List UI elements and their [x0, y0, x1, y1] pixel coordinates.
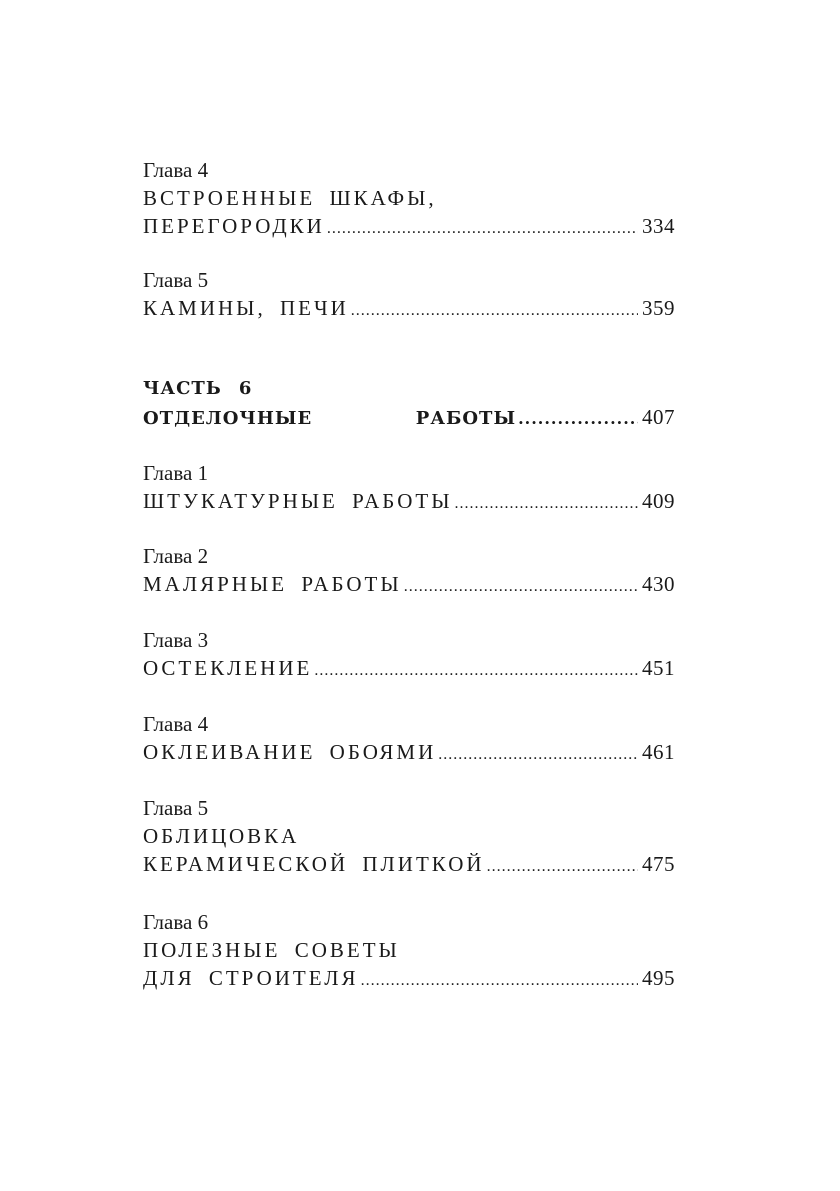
- chapter-title: ДЛЯ СТРОИТЕЛЯ: [143, 966, 359, 990]
- chapter-label: Глава 1: [143, 461, 209, 485]
- title-with-page: [143, 403, 675, 431]
- dot-leader: [327, 215, 638, 243]
- page-number: 430: [642, 572, 675, 596]
- chapter-label: Глава 2: [143, 544, 209, 568]
- page-number: 334: [642, 214, 675, 238]
- chapter-label: Глава 6: [143, 910, 209, 934]
- dot-leader: [361, 967, 638, 995]
- title-with-page: [143, 654, 675, 682]
- chapter-title: ВСТРОЕННЫЕ ШКАФЫ,: [143, 186, 437, 210]
- toc-entry: [143, 542, 675, 598]
- title-with-page: [143, 212, 675, 240]
- part-label: ЧАСТЬ 6: [143, 378, 253, 399]
- chapter-title: КАМИНЫ, ПЕЧИ: [143, 296, 349, 320]
- title-with-page: [143, 964, 675, 992]
- dot-leader: [438, 741, 638, 769]
- chapter-title: ОСТЕКЛЕНИЕ: [143, 656, 313, 680]
- toc-entry: [143, 794, 675, 878]
- chapter-title: КЕРАМИЧЕСКОЙ ПЛИТКОЙ: [143, 852, 485, 876]
- page-number: 409: [642, 489, 675, 513]
- title-with-page: [143, 850, 675, 878]
- toc-entry: [143, 459, 675, 515]
- dot-leader: [314, 657, 638, 685]
- toc-entry: [143, 375, 675, 431]
- page-number: 461: [642, 740, 675, 764]
- chapter-label: Глава 4: [143, 158, 209, 182]
- dot-leader: [351, 297, 638, 325]
- toc-entry: [143, 156, 675, 240]
- chapter-label: Глава 3: [143, 628, 209, 652]
- dot-leader: [404, 573, 638, 601]
- title-with-page: [143, 570, 675, 598]
- page-number: 495: [642, 966, 675, 990]
- chapter-title: ПЕРЕГОРОДКИ: [143, 214, 325, 238]
- chapter-title: ОБЛИЦОВКА: [143, 824, 300, 848]
- page-number: 359: [642, 296, 675, 320]
- chapter-title: ОТДЕЛОЧНЫЕ РАБОТЫ: [143, 408, 517, 429]
- toc-entry: [143, 908, 675, 992]
- chapter-label: Глава 4: [143, 712, 209, 736]
- page-number: 475: [642, 852, 675, 876]
- title-with-page: [143, 487, 675, 515]
- toc-entry: [143, 626, 675, 682]
- page-number: 407: [642, 405, 675, 429]
- title-with-page: [143, 738, 675, 766]
- toc-entry: [143, 710, 675, 766]
- title-with-page: [143, 294, 675, 322]
- chapter-label: Глава 5: [143, 796, 209, 820]
- dot-leader: [455, 490, 638, 518]
- page-number: 451: [642, 656, 675, 680]
- toc-entry: [143, 266, 675, 322]
- chapter-title: ШТУКАТУРНЫЕ РАБОТЫ: [143, 489, 453, 513]
- chapter-title: ОКЛЕИВАНИЕ ОБОЯМИ: [143, 740, 437, 764]
- chapter-title: МАЛЯРНЫЕ РАБОТЫ: [143, 572, 402, 596]
- dot-leader: [518, 405, 638, 433]
- dot-leader: [487, 853, 638, 881]
- chapter-title: ПОЛЕЗНЫЕ СОВЕТЫ: [143, 938, 400, 962]
- chapter-label: Глава 5: [143, 268, 209, 292]
